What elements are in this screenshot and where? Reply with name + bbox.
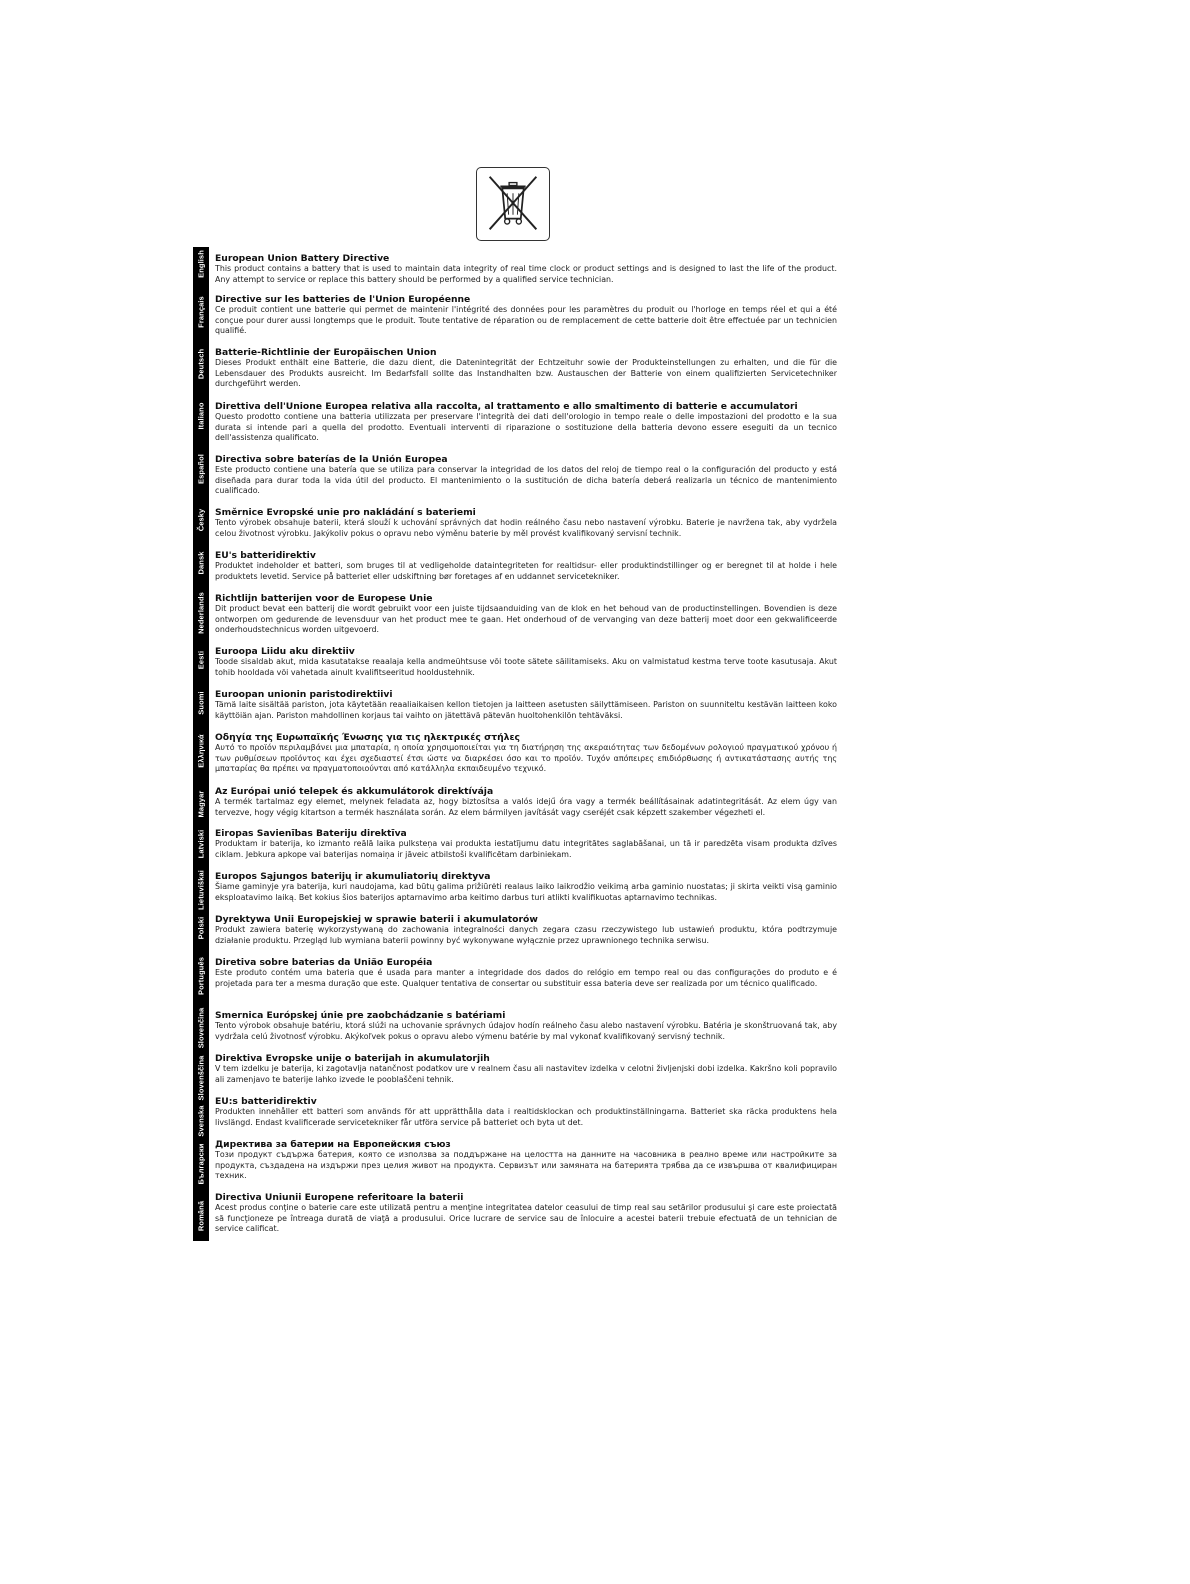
section-lietuviskai (215, 871, 837, 903)
section-polski (215, 914, 837, 946)
section-text: Produktam ir baterija, ko izmanto reālā laika pulksteņa vai produkta iestatījumu datu integritātes saglabāšanai, un tā ir paredzēta visam produkta dzīves ciklam. Jebkura apkope vai baterijas nomaiņa ir jāveic atbilstoši kvalificētam darbiniekam. (215, 839, 837, 859)
section-title: Directive sur les batteries de l'Union Européenne (215, 294, 471, 305)
section-suomi (215, 689, 837, 721)
section-title: Direttiva dell'Unione Europea relativa alla raccolta, al trattamento e allo smaltimento di batterie e accumulatori (215, 401, 798, 412)
section-cesky (215, 507, 837, 539)
section-title: EU:s batteridirektiv (215, 1096, 317, 1107)
section-text: This product contains a battery that is used to maintain data integrity of real time clock or product settings and is designed to last the life of the product. Any attempt to service or replace this battery should be performed by a qualified service technician. (215, 264, 837, 284)
section-text: Produkt zawiera baterię wykorzystywaną do zachowania integralności danych zegara czasu rzeczywistego lub ustawień produktu, która podtrzymuje działanie produktu. Przegląd lub wymiana baterii powinny być wykonywane wyłącznie przez uprawnionego technika serwisu. (215, 925, 837, 945)
section-text: A termék tartalmaz egy elemet, melynek feladata az, hogy biztosítsa a valós idejű óra vagy a termék beállításainak adatintegritását. Az elem úgy van tervezve, hogy végig kitartson a termék használata során. Az elem bármilyen javítását vagy cseréjét csak képzett szakember végezheti el. (215, 797, 837, 817)
language-sidebar: English Français Deutsch Italiano Español Česky Dansk Nederlands Eesti Suomi Ελληνικά Magyar Latviski Lietuviškai Polski Português Slovenčina Slovenščina Svenska Български Română (193, 247, 209, 1241)
section-title: Οδηγία της Ευρωπαϊκής Ένωσης για τις ηλεκτρικές στήλες (215, 732, 520, 743)
section-text: Този продукт съдържа батерия, която се използва за поддържане на целостта на данните на часовника в реално време или настройките за продукта, създадена на издържи през целия живот на продукта. Сервизът или замяната на батерията трябва да се извършва от квалифициран техник. (215, 1150, 837, 1181)
section-title: Директива за батерии на Европейския съюз (215, 1139, 451, 1150)
section-title: Směrnice Evropské unie pro nakládání s bateriemi (215, 507, 476, 518)
section-magyar (215, 786, 837, 818)
section-text: Produkten innehåller ett batteri som används för att upprätthålla data i realtidsklockan och produktinställningarna. Batteriet ska räcka produktens hela livslängd. Endast kvalificerade servicetekniker får utföra service på batteriet och byta ut det. (215, 1107, 837, 1127)
section-portugues (215, 957, 837, 989)
section-title: Eiropas Savienības Bateriju direktīva (215, 828, 407, 839)
section-balgarski (215, 1139, 837, 1182)
section-title: European Union Battery Directive (215, 253, 390, 264)
section-text: Este producto contiene una batería que se utiliza para conservar la integridad de los datos del reloj de tiempo real o la configuración del producto y está diseñada para durar toda la vida útil del producto. El mantenimiento o la sustitución de dicha batería deberá realizarla un técnico de mantenimiento cualificado. (215, 465, 837, 496)
section-slovenscina (215, 1053, 837, 1085)
section-text: Toode sisaldab akut, mida kasutatakse reaalaja kella andmeühtsuse või toote sätete säilitamiseks. Aku on valmistatud kestma terve toote kasutusaja. Akut tohib hooldada või vahetada ainult kvalifitseeritud hooldustehnik. (215, 657, 837, 677)
section-text: Šiame gaminyje yra baterija, kuri naudojama, kad būtų galima prižiūrėti realaus laiko laikrodžio veikimą arba gaminio nuostatas; ji skirta veikti visą gaminio eksploatavimo laiką. Bet kokius šios baterijos aptarnavimo arba keitimo darbus turi atlikti kvalifikuotas aptarnavimo technikas. (215, 882, 837, 902)
section-title: Directiva Uniunii Europene referitoare la baterii (215, 1192, 464, 1203)
section-eesti (215, 646, 837, 678)
section-title: Euroopa Liidu aku direktiiv (215, 646, 355, 657)
section-text: Este produto contém uma bateria que é usada para manter a integridade dos dados do relógio em tempo real ou das configurações do produto e é projetada para ter a mesma duração que este. Qualquer tentativa de consertar ou substituir essa bateria deve ser realizada por um técnico qualificado. (215, 968, 837, 988)
section-text: Ce produit contient une batterie qui permet de maintenir l'intégrité des données pour les paramètres du produit ou l'horloge en temps réel et qui a été conçue pour durer aussi longtemps que le produit. Toute tentative de réparation ou de remplacement de cette batterie doit être effectuée par un technicien qualifié. (215, 305, 837, 336)
section-francais (215, 294, 837, 337)
section-text: Tento výrobek obsahuje baterii, která slouží k uchování správných dat hodin reálného času nebo nastavení výrobku. Baterie je navržena tak, aby vydržela celou životnost výrobku. Jakýkoliv pokus o opravu nebo výměnu baterie by měl provést kvalifikovaný servisní technik. (215, 518, 837, 538)
section-title: Europos Sąjungos baterijų ir akumuliatorių direktyva (215, 871, 491, 882)
section-title: Smernica Európskej únie pre zaobchádzanie s batériami (215, 1010, 506, 1021)
section-slovencina (215, 1010, 837, 1042)
section-nederlands (215, 593, 837, 636)
section-title: Euroopan unionin paristodirektiivi (215, 689, 393, 700)
section-text: Dit product bevat een batterij die wordt gebruikt voor een juiste tijdsaanduiding van de klok en het behoud van de productinstellingen. Bovendien is deze ontworpen om gedurende de levensduur van het product mee te gaan. Het onderhoud of de vervanging van deze batterij moet door een gekwalificeerde onderhoudstechnicus worden uitgevoerd. (215, 604, 837, 635)
section-text: Dieses Produkt enthält eine Batterie, die dazu dient, die Datenintegrität der Echtzeituhr sowie der Produkteinstellungen zu erhalten, und die für die Lebensdauer des Produkts ausreicht. Im Bedarfsfall sollte das Instandhalten bzw. Austauschen der Batterie von einem qualifizierten Servicetechniker durchgeführt werden. (215, 358, 837, 389)
section-text: Tämä laite sisältää pariston, jota käytetään reaaliaikaisen kellon tietojen ja laitteen asetusten säilyttämiseen. Pariston on suunniteltu kestävän laitteen koko käyttöiän ajan. Pariston mahdollinen korjaus tai vaihto on jätettävä pätevän huoltohenkilön tehtäväksi. (215, 700, 837, 720)
weee-symbol (476, 167, 550, 241)
section-dansk (215, 550, 837, 582)
section-italiano (215, 401, 837, 444)
section-title: Directiva sobre baterías de la Unión Europea (215, 454, 448, 465)
section-title: Diretiva sobre baterias da União Européia (215, 957, 433, 968)
section-english (215, 253, 837, 285)
section-title: Az Európai unió telepek és akkumulátorok direktívája (215, 786, 494, 797)
section-text: Acest produs conţine o baterie care este utilizată pentru a menţine integritatea datelor ceasului de timp real sau setărilor produsului şi care este proiectată să funcţioneze pe întreaga durată de viaţă a produsului. Orice lucrare de service sau de înlocuire a acestei baterii trebuie efectuată de un tehnician de service calificat. (215, 1203, 837, 1234)
crossed-out-wheelie-bin-icon (477, 168, 549, 240)
section-title: Batterie-Richtlinie der Europäischen Union (215, 347, 437, 358)
section-espanol (215, 454, 837, 497)
section-text: Tento výrobok obsahuje batériu, ktorá slúži na uchovanie správnych údajov hodín reálneho času alebo nastavení výrobku. Batéria je skonštruovaná tak, aby vydržala celú životnosť výrobku. Akýkoľvek pokus o opravu alebo výmenu batérie by mal vykonať kvalifikovaný servisný technik. (215, 1021, 837, 1041)
section-deutsch (215, 347, 837, 390)
section-svenska (215, 1096, 837, 1128)
section-text: V tem izdelku je baterija, ki zagotavlja natančnost podatkov ure v realnem času ali nastavitev izdelka v celotni življenjski dobi izdelka. Kakršno koli popravilo ali zamenjavo te baterije lahko izvede le pooblaščeni tehnik. (215, 1064, 837, 1084)
section-text: Αυτό το προϊόν περιλαμβάνει μια μπαταρία, η οποία χρησιμοποιείται για τη διατήρηση της ακεραιότητας των δεδομένων ρολογιού πραγματικού χρόνου ή των ρυθμίσεων προϊόντος και έχει σχεδιαστεί έτσι ώστε να διαρκέσει όσο και το προϊόν. Τυχόν απόπειρες επιδιόρθωσης ή αντικατάστασης αυτής της μπαταρίας θα πρέπει να πραγματοποιούνται από κατάλληλα εκπαιδευμένο τεχνικό. (215, 743, 837, 774)
section-text: Questo prodotto contiene una batteria utilizzata per preservare l'integrità dei dati dell'orologio in tempo reale o delle impostazioni del prodotto e la sua durata si intende pari a quella del prodotto. Eventuali interventi di riparazione o sostituzione della batteria devono essere eseguiti da un tecnico dell'assistenza qualificato. (215, 412, 837, 443)
section-title: Dyrektywa Unii Europejskiej w sprawie baterii i akumulatorów (215, 914, 538, 925)
section-latviski (215, 828, 837, 860)
section-title: EU's batteridirektiv (215, 550, 316, 561)
section-ellinika (215, 732, 837, 775)
section-text: Produktet indeholder et batteri, som bruges til at vedligeholde dataintegriteten for realtidsur- eller produktindstillinger og er beregnet til at holde i hele produktets levetid. Service på batteriet eller udskiftning bør foretages af en uddannet servicetekniker. (215, 561, 837, 581)
section-romana (215, 1192, 837, 1235)
section-title: Richtlijn batterijen voor de Europese Unie (215, 593, 433, 604)
section-title: Direktiva Evropske unije o baterijah in akumulatorjih (215, 1053, 490, 1064)
